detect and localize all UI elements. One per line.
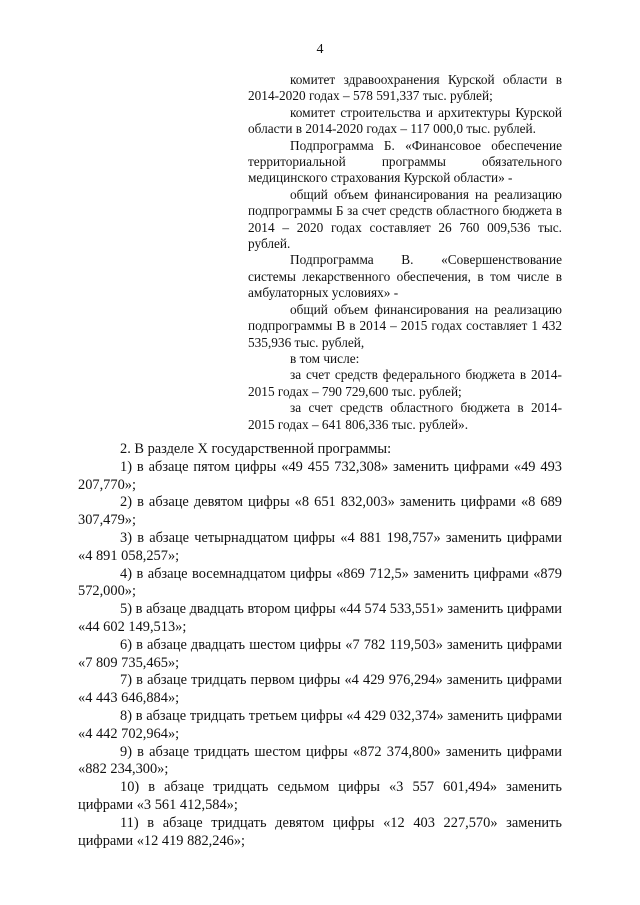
amendment-item: 8) в абзаце тридцать третьем цифры «4 429 032,374» заменить цифрами «4 442 702,964»; xyxy=(78,707,562,742)
amendment-item: 1) в абзаце пятом цифры «49 455 732,308» заменить цифрами «49 493 207,770»; xyxy=(78,458,562,493)
amendment-item: 4) в абзаце восемнадцатом цифры «869 712,5» заменить цифрами «879 572,000»; xyxy=(78,565,562,600)
amendment-item: 6) в абзаце двадцать шестом цифры «7 782 119,503» заменить цифрами «7 809 735,465»; xyxy=(78,636,562,671)
paragraph: в том числе: xyxy=(290,350,360,366)
page-number: 4 xyxy=(316,42,324,57)
paragraph: за счет средств федерального бюджета в 2014-2015 годах – 790 729,600 тыс. рублей; xyxy=(248,367,562,399)
amendment-item: 9) в абзаце тридцать шестом цифры «872 374,800» заменить цифрами «882 234,300»; xyxy=(78,743,562,778)
amendment-item: 2) в абзаце девятом цифры «8 651 832,003» заменить цифрами «8 689 307,479»; xyxy=(78,494,562,529)
subprogram-funding-block xyxy=(248,72,562,433)
section-x-amendments xyxy=(78,441,562,850)
paragraph: комитет строительства и архитектуры Курской области в 2014-2020 годах – 117 000,0 тыс. рублей. xyxy=(248,104,562,137)
amendment-item: 11) в абзаце тридцать девятом цифры «12 403 227,570» заменить цифрами «12 419 882,246»; xyxy=(78,814,562,849)
paragraph: за счет средств областного бюджета в 2014-2015 годах – 641 806,336 тыс. рублей». xyxy=(248,400,562,432)
amendment-item: 10) в абзаце тридцать седьмом цифры «3 557 601,494» заменить цифрами «3 561 412,584»; xyxy=(78,779,562,813)
amendment-item: 5) в абзаце двадцать втором цифры «44 574 533,551» заменить цифрами «44 602 149,513»; xyxy=(78,601,562,635)
paragraph: комитет здравоохранения Курской области в 2014-2020 годах – 578 591,337 тыс. рублей; xyxy=(248,72,562,104)
paragraph: общий объем финансирования на реализацию подпрограммы В в 2014 – 2015 годах составляет 1 432 535,936 тыс. рублей, xyxy=(248,301,562,350)
paragraph: общий объем финансирования на реализацию подпрограммы Б за счет средств областного бюджета в 2014 – 2020 годах составляет 26 760 009,536 тыс. рублей. xyxy=(248,186,562,252)
amendment-item: 7) в абзаце тридцать первом цифры «4 429 976,294» заменить цифрами «4 443 646,884»; xyxy=(78,672,562,707)
amendment-item: 3) в абзаце четырнадцатом цифры «4 881 198,757» заменить цифрами «4 891 058,257»; xyxy=(78,529,562,564)
paragraph: Подпрограмма В. «Совершенствование системы лекарственного обеспечения, в том числе в амбулаторных условиях» - xyxy=(248,252,562,301)
paragraph: Подпрограмма Б. «Финансовое обеспечение территориальной программы обязательного медицинского страхования Курской области» - xyxy=(248,137,562,186)
section-heading: 2. В разделе X государственной программы: xyxy=(120,441,392,457)
